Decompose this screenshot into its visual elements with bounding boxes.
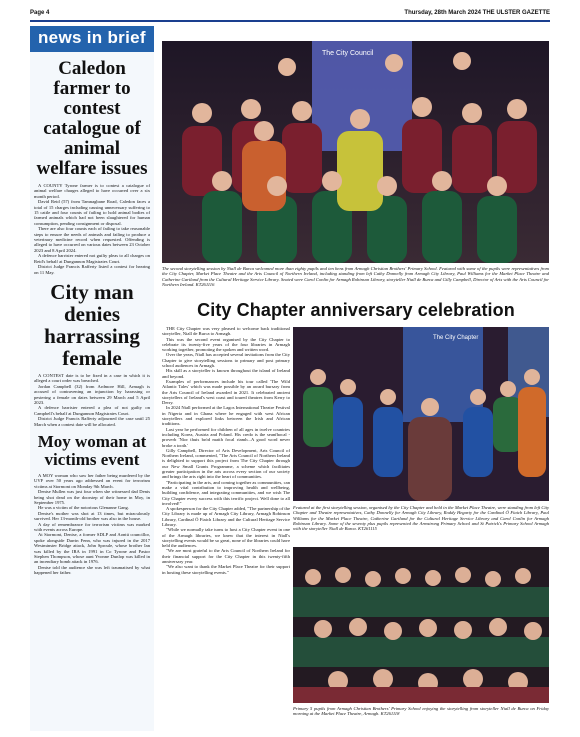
brief-story-3: A MOY woman who saw her father being murdered by the UVF over 50 years ago addressed an event for terrorism victims at Stormont on Monday 9th March. Denise Mullen was just four when she witnessed dad Denis being shot dead on the doorstep of their home in Moy, in September 1975. He was a victim of the notorious Glenanne Gang. Denise's mother was shot at 13 times, but miraculously survived. Her 13-month-old brother was also in the house. A day of remembrance for terrorism victims was marked with events across Europe. At Stormont, Denise, a former SDLP and Aontú councillor, spoke alongside Darrin Fenn, who was injured in the 2017 Westminster Bridge attack, John Sproule, whose brother Ian was killed by the IRA in 1991 in Co Tyrone and Pastor Stephen Thompson, whose aunt Yvonne Dunlop was killed in an incendiary bomb attack in 1976. Denise told the audience she was left traumatised by what happened her father. xyxy=(34,472,150,576)
page-number: Page 4 xyxy=(30,10,50,16)
brief-headline-1: Caledon farmer to contest catalogue of animal welfare issues xyxy=(36,58,148,179)
bottom-audience-photo xyxy=(293,547,549,703)
middle-photo-caption: Featured at the first storytelling session, organised by the City Chapter and held in the Market Place Theatre, were standing from left City Chapter and Theatre representatives, Cathy Donnelly for Armagh City Library, Roddy Hegarty for the Cardinal Ó Fiaich Library, Paul Williams for the Market Place Theatre, Catherine Gartland for the Cultural Heritage Service Library and Carol Conlin for Armagh Robinson Library. Some of the seventy plus pupils represented the Armstrong Primary School and St Patrick's Primary School Armagh with the storyteller Niall de Burca. KT261115 xyxy=(293,505,549,532)
page-header xyxy=(24,6,556,20)
top-group-photo xyxy=(162,41,549,263)
top-photo-illustration xyxy=(162,41,549,263)
middle-group-photo xyxy=(293,327,549,501)
bottom-photo-illustration xyxy=(293,547,549,703)
brief-headline-3: Moy woman at victims event xyxy=(37,431,147,469)
top-banner-text: The City Council xyxy=(322,50,374,57)
news-in-brief-sidebar xyxy=(30,26,154,731)
article-body: THE City Chapter was very pleased to welcome back traditional storyteller, Niall de Burca to Armagh. This was the second event organised by the City Chapter to celebrate its twenty-five years of the four libraries in Armagh working together, promoting the spoken and written word. Over the years, Niall has accepted several invitations from the City Chapter to give storytelling sessions to primary and post primary school audiences in Armagh. His skill as a storyteller is known throughout the island of Ireland and beyond. Examples of performances include his tour called 'The Wild Atlantic Tales' which was made possible by an award bursary from the Arts Council of Ireland awarded in 2021. It celebrated ancient storytellers of Ireland's west coast and toured theatres from Kerry to Derry. In 2024 Niall performed at the Lagos International Theatre Festival in Nigeria and in Ghana where he engaged with west African storytellers and explored links between the Irish and African traditions. Last year he performed for children of all ages in twelve countries including Korea, Austria and Poland. His credo is the seanfhocal - proverb 'Níor thuis bród maith focal riamh...A good word never broke a tooth.' Gilly Campbell, Director of Arts Development, Arts Council of Northern Ireland, commented, "The Arts Council of Northern Ireland is delighted to support this project from The City Chapter through our New Small Grants Programme, a scheme which facilitates greater participation in the arts across every section of our society and brings the arts right into the heart of communities. "Participating in the arts, and coming together as communities, can make a vital contribution to improving health and wellbeing, building confidence, and integrating communities, and we wish The City Chapter every success with this terrific project. Well done to all involved!" A spokesperson for the City Chapter added, "The partnership of the City Library is made up of Armagh City Library, Armagh Robinson Library, Cardinal Ó Fiaich Library and the Cultural Heritage Service Library. "While we normally take turns to host a City Chapter event in one of the Armagh libraries, we knew that the interest in Niall's storytelling events would be so great, none of the libraries could have held the audiences. "We are most grateful to the Arts Council of Northern Ireland for their financial support for the City Chapter in this twenty-fifth anniversary year. "We also want to thank the Market Place Theatre for their support in hosting these storytelling events." xyxy=(162,326,290,575)
bottom-photo-caption: Primary 5 pupils from Armagh Christian Brothers' Primary School enjoying the storytelling from storyteller Niall de Burca on Friday morning at the Market Place Theatre, Armagh. KT261118 xyxy=(293,706,549,717)
news-in-brief-tag: news in brief xyxy=(30,26,154,52)
middle-photo-illustration xyxy=(293,327,549,501)
date-line: Thursday, 28th March 2024 THE ULSTER GAZETTE xyxy=(404,10,550,16)
middle-banner-text: The City Chapter xyxy=(433,335,479,341)
top-photo-caption: The second storytelling session by Niall de Burca welcomed more than eighty pupils and ten hens from Armagh Christian Brothers' Primary School. Featured with some of the pupils were representatives from the City Chapter, Market Place Theatre and the Arts Council of Northern Ireland, including standing from left Cathy Donnelly from Armagh City Library, Paul Williams for the Market Place Theatre and Catherine Gartland from the Cultural Heritage Service Library. Seated were Carol Conlin for Armagh Robinson Library, storyteller Niall de Burca and Gilly Campbell, Director of Arts with the Arts Council for Northern Ireland. KT261116 xyxy=(162,266,549,287)
brief-story-1: A COUNTY Tyrone farmer is to contest a catalogue of animal welfare charges alleged to have occurred over a six month period. David Reid (57) from Tamnagbane Road, Caledon faces a total of 15 charges including causing unnecessary suffering to 15 cattle and four counts of failing to hold animal bodies of farmed animals which had not been slaughtered for human consumption, pending consignment or disposal. There are also four counts each of failing to take reasonable steps to ensure the needs of animals and failing to produce a veterinary medicine record when requested. Offending is alleged to have occurred on various dates between 23 October 2023 and 8 April 2024. A defence barrister entered not guilty pleas to all charges on Reid's behalf at Dungannon Magistrates Court. District Judge Francis Rafferty listed a contest for hearing on 11 May. xyxy=(34,183,150,275)
header-rule xyxy=(30,20,550,22)
article-headline: City Chapter anniversary celebration xyxy=(197,300,515,320)
brief-story-2: A CONTEST date is to be fixed in a case in which it is alleged a court order was breached. Jordan Campbell (32) from Ardmore Hill, Armagh is accused of contravening an injunction by harassing or pestering a female on dates between 29 March and 5 April 2023. A defence barrister entered a plea of not guilty on Campbell's behalf at Dungannon Magistrates Court. District Judge Francis Rafferty adjourned the case until 25 March when a contest date will be allocated. xyxy=(34,372,150,427)
brief-headline-2: City man denies harrassing female xyxy=(44,279,140,370)
